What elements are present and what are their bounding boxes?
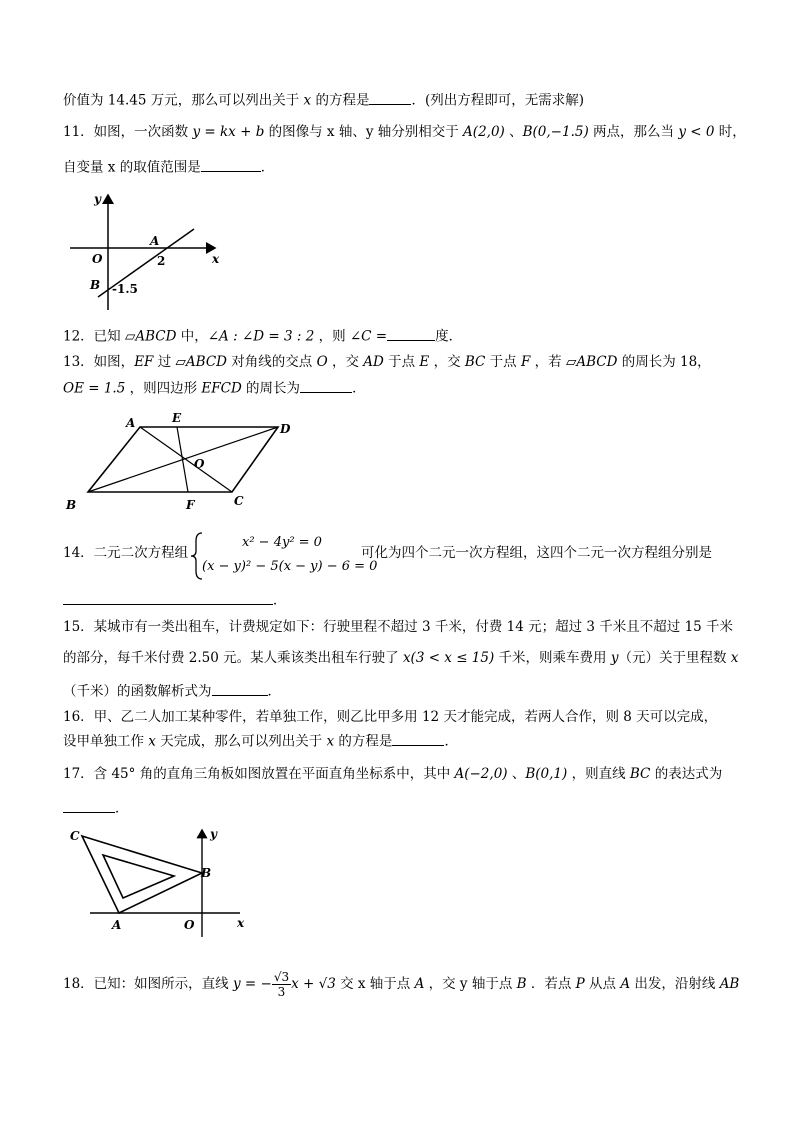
q17-bc: BC [629,766,651,782]
q14-text-b-line [361,543,712,563]
q11-label-x: x [212,252,220,266]
q18-a: A [414,976,425,992]
q13-l1e: 于点 [383,354,420,370]
q13-l2a: ，则四边形 [125,380,202,397]
q12-answer-blank [387,326,435,341]
q18-td: ．若点 [526,976,576,992]
q12-tc: ，则 [314,328,350,345]
q14-end: ． [273,592,287,609]
q15-answer-blank [212,681,268,696]
q11-label-b: B [90,278,101,292]
q13-oe: OE = 1.5 [63,380,126,397]
q15-l2c: （元）关于里程数 [618,650,731,666]
q15-y: y [610,650,619,666]
q17-l1a: 17．含 45° 角的直角三角板如图放置在平面直角坐标系中，其中 [63,766,455,782]
q16-x2: x [326,733,335,750]
q18-ab: AB [719,976,740,992]
q11-point-a: A(2,0) [463,124,505,140]
q10-var: x [303,92,312,109]
q14-eq1-text: x² − 4y² = 0 [242,535,322,550]
q11-label-o: O [92,252,103,266]
q14-eq1 [242,532,322,554]
q14-answer-blank [63,590,273,605]
q17-label-b: B [201,866,212,880]
q17-a: A(−2,0) [454,766,508,782]
q13-label-f: F [186,498,195,512]
q11-label-a: A [150,234,160,248]
q17-label-x: x [237,916,245,930]
q11-l2a: 自变量 x 的取值范围是 [63,159,201,176]
q13-label-e: E [172,411,182,425]
q13-label-a: A [126,416,136,430]
q16-answer-blank [392,731,444,746]
q11-label-minus15: -1.5 [112,282,138,296]
q11-label-y: y [94,192,101,206]
q18-tc: ，交 y 轴于点 [424,976,517,992]
q12-pg: ▱ABCD [124,328,177,345]
q16-x: x [148,733,156,750]
q11-point-b: B(0,−1.5) [522,124,589,140]
q16-l2c: 的方程是 [334,733,393,750]
q18-rest: x + √3 [291,976,336,992]
q13-l2b: 的周长为 [241,380,301,397]
q15-l1: 15．某城市有一类出租车，计费规定如下：行驶里程不超过 3 千米，付费 14 元；超过 3 千米且不超过 15 千米 [63,619,734,635]
q13-ad: AD [363,354,384,370]
q13-l1a: 13．如图， [63,354,135,370]
q13-l1h: ，若 [530,354,566,370]
q17-line2 [63,798,129,819]
q17-l1b: ，则直线 [567,766,630,782]
q12-ratio: ∠A : ∠D = 3 : 2 [207,328,315,345]
q18-te: 从点 [584,976,621,992]
q17-label-a: A [112,918,122,932]
q17-label-c: C [70,829,80,843]
q18-fraction [272,970,291,999]
q18-a2: A [620,976,631,992]
q13-l1i: 的周长为 18， [617,354,711,370]
q13-l1c: 对角线的交点 [226,354,317,370]
q15-line1 [63,617,733,637]
q11-figure [60,185,240,315]
q16-l2a: 设甲单独工作 [63,733,149,750]
q17-sep: 、 [507,766,526,782]
q14-ta: 14．二元二次方程组 [63,545,189,561]
q18-ta: 18．已知：如图所示，直线 [63,976,233,992]
q10-tail-line [63,90,584,111]
q10-text-a: 价值为 14.45 万元，那么可以列出关于 [63,92,304,109]
q15-x: x [730,650,739,666]
q13-l2c: ． [352,380,366,397]
q16-l2b: 天完成，那么可以列出关于 [155,733,327,750]
q13-l1f: ，交 [429,354,465,370]
q11-sep: 、 [504,124,523,140]
q16-l2d: ． [444,733,458,750]
q13-efcd: EFCD [201,380,242,397]
q16-line1 [63,707,717,727]
q17-triangle-outer [82,836,202,913]
q11-label-2: 2 [157,254,166,268]
q10-answer-blank [369,90,411,105]
q18-frac-den: 3 [277,985,286,999]
q13-ef: EF [134,354,154,370]
q11-l1d: 时， [714,124,746,140]
q16-line2 [63,731,458,752]
q15-l2b: 千米，则乘车费用 [494,650,611,666]
q14-eq2-text: (x − y)² − 5(x − y) − 6 = 0 [202,559,378,574]
q12-td: 度． [435,328,463,345]
q12-ta: 12．已知 [63,328,125,345]
q17-label-o: O [184,918,195,932]
q11-answer-blank [201,157,261,172]
q11-line1 [63,122,746,142]
q13-l1d: ，交 [327,354,364,370]
q18-tf: 出发，沿射线 [630,976,720,992]
q13-f: F [520,354,531,370]
q13-label-c: C [234,494,244,508]
q11-l1c: 两点，那么当 [588,124,679,140]
q11-l2b: ． [260,159,275,176]
q13-e: E [419,354,430,370]
q18-frac-num: √3 [273,970,290,984]
q13-answer-blank [300,378,352,393]
q12-tb: 中， [176,328,208,345]
q18-tb: 交 x 轴于点 [335,976,415,992]
q18-p: P [575,976,585,992]
q17-l1c: 的表达式为 [650,766,723,782]
q14-eq2 [202,556,377,578]
q15-range: x(3 < x ≤ 15) [402,650,495,666]
q15-l3b: ． [267,683,281,700]
q11-formula: y = kx + b [192,124,265,140]
q13-l1b: 过 [153,354,176,370]
q10-text-b: 的方程是 [311,92,370,109]
q17-l2: ． [115,800,129,817]
q13-pg: ▱ABCD [175,354,227,370]
q14-answer-line [63,590,287,611]
q18-b: B [516,976,527,992]
q17-label-y: y [210,827,217,841]
q13-label-b: B [66,498,77,512]
q15-l3a: （千米）的函数解析式为 [63,683,212,700]
q13-label-d: D [280,422,291,436]
q13-figure [60,405,310,515]
q13-line2 [63,378,366,399]
q16-l1: 16．甲、乙二人加工某种零件，若单独工作，则乙比甲多用 12 天才能完成，若两人合作，则 8 天可以完成， [63,709,718,725]
q12-line [63,326,462,347]
q14-text-a-line [63,543,188,563]
q14-tb: 可化为四个二元一次方程组，这四个二元一次方程组分别是 [361,545,712,561]
q13-o: O [316,354,328,370]
q17-b: B(0,1) [525,766,568,782]
q12-angle: ∠C = [349,328,388,345]
q15-line2 [63,648,738,668]
q18-y-eq: y = − [232,976,272,992]
q13-bc: BC [464,354,486,370]
q10-text-c: ．(列出方程即可，无需求解) [411,92,584,109]
q13-line1 [63,352,711,372]
q15-line3 [63,681,281,702]
q11-l1b: 的图像与 x 轴、y 轴分别相交于 [264,124,464,140]
q15-l2a: 的部分，每千米付费 2.50 元。某人乘该类出租车行驶了 [63,650,403,666]
q11-line2 [63,157,274,178]
q18-line [63,966,739,1002]
q17-answer-blank [63,798,115,813]
q13-l1g: 于点 [485,354,521,370]
q11-cond: y < 0 [678,124,715,140]
q13-pg2: ▱ABCD [565,354,618,370]
q17-figure [60,822,260,942]
q11-l1a: 11．如图，一次函数 [63,124,193,140]
q17-line1 [63,764,722,784]
q13-label-o: O [194,457,205,471]
